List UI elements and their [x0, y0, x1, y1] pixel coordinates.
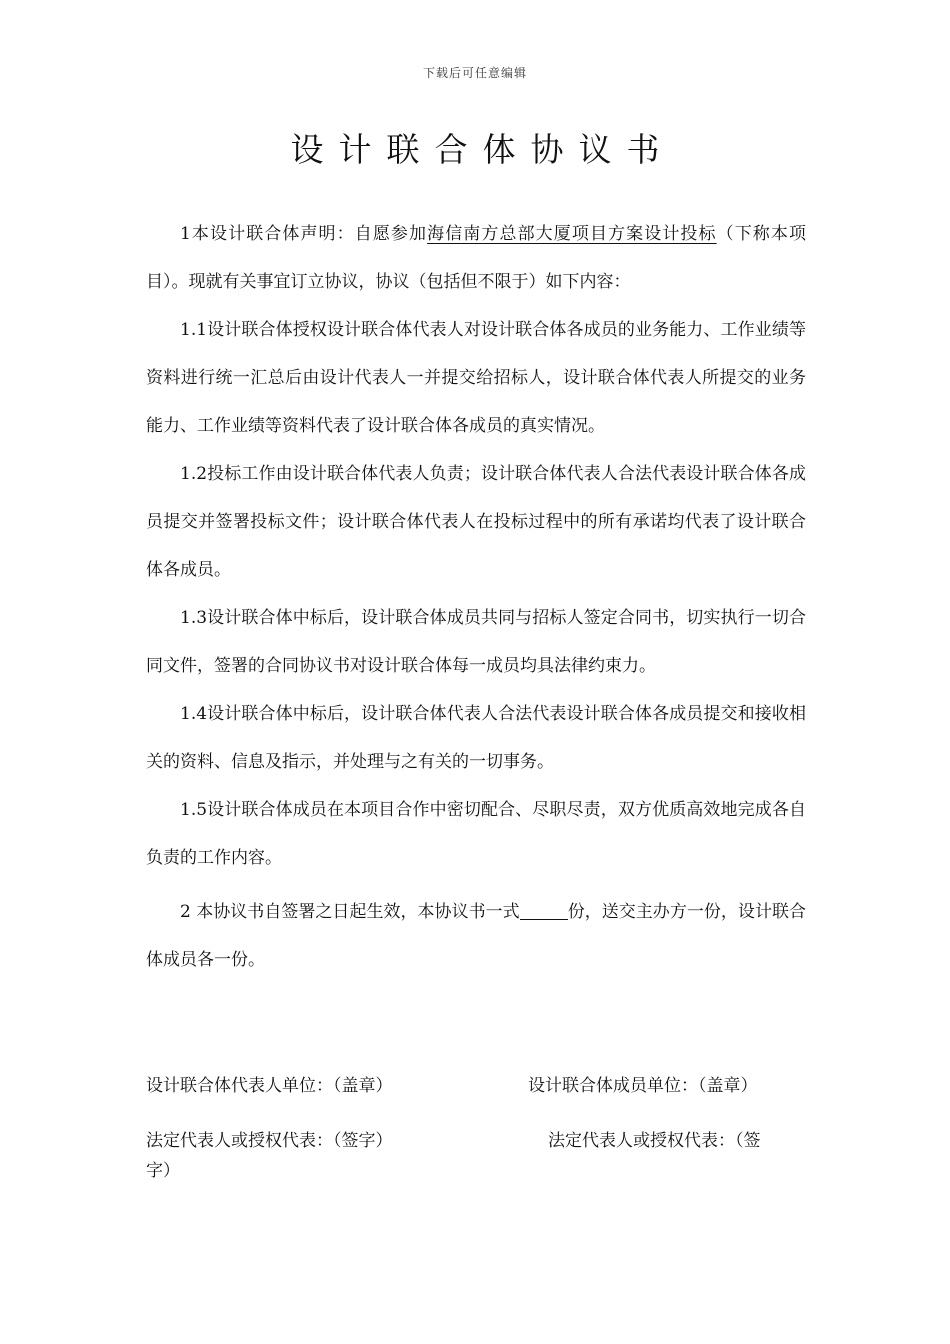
- clause-2-tail: 份，送交主办方一份，设计联合体成员各一份。: [146, 902, 806, 970]
- clause-1-2: 1.2投标工作由设计联合体代表人负责；设计联合体代表人合法代表设计联合体各成员提交并签署投标文件；设计联合体代表人在投标过程中的所有承诺均代表了设计联合体各成员。: [146, 464, 806, 580]
- clause-2-intro: 2 本协议书自签署之日起生效，本协议书一式: [180, 902, 520, 922]
- signature-block: [146, 1070, 806, 1181]
- unit-seal-row: [146, 1070, 806, 1102]
- clause-2: [146, 888, 806, 984]
- clause-1-1: 1.1设计联合体授权设计联合体代表人对设计联合体各成员的业务能力、工作业绩等资料进行统一汇总后由设计代表人一并提交给招标人，设计联合体代表人所提交的业务能力、工作业绩等资料代表了设计联合体各成员的真实情况。: [146, 320, 806, 436]
- copies-blank: [520, 902, 568, 920]
- member-legal-signature: 法定代表人或授权代表：（签: [548, 1131, 761, 1151]
- rep-unit-seal: 设计联合体代表人单位：（盖章）: [146, 1076, 393, 1096]
- document-title: 设计联合体协议书: [290, 130, 675, 169]
- member-unit-seal: 设计联合体成员单位：（盖章）: [528, 1076, 758, 1096]
- member-legal-signature-wrap: 字）: [146, 1161, 180, 1181]
- page-header-note: 下载后可任意编辑: [422, 66, 527, 80]
- rep-legal-signature: 法定代表人或授权代表：（签字）: [146, 1131, 393, 1151]
- clause-1-tail: （下称本项目）。现就有关事宜订立协议，协议（包括但不限于）如下内容：: [146, 224, 806, 292]
- clause-1-3: 1.3设计联合体中标后，设计联合体成员共同与招标人签定合同书，切实执行一切合同文件，签署的合同协议书对设计联合体每一成员均具法律约束力。: [146, 608, 806, 676]
- project-name: 海信南方总部大厦项目方案设计投标: [427, 224, 717, 244]
- agreement-body: [146, 210, 806, 984]
- clause-1-4: 1.4设计联合体中标后，设计联合体代表人合法代表设计联合体各成员提交和接收相关的资料、信息及指示，并处理与之有关的一切事务。: [146, 704, 806, 772]
- legal-signature-row: [146, 1126, 806, 1181]
- clause-1-intro: 1本设计联合体声明：自愿参加: [180, 224, 428, 244]
- clause-1-5: 1.5设计联合体成员在本项目合作中密切配合、尽职尽责，双方优质高效地完成各自负责的工作内容。: [146, 800, 806, 868]
- clause-1: [146, 210, 806, 306]
